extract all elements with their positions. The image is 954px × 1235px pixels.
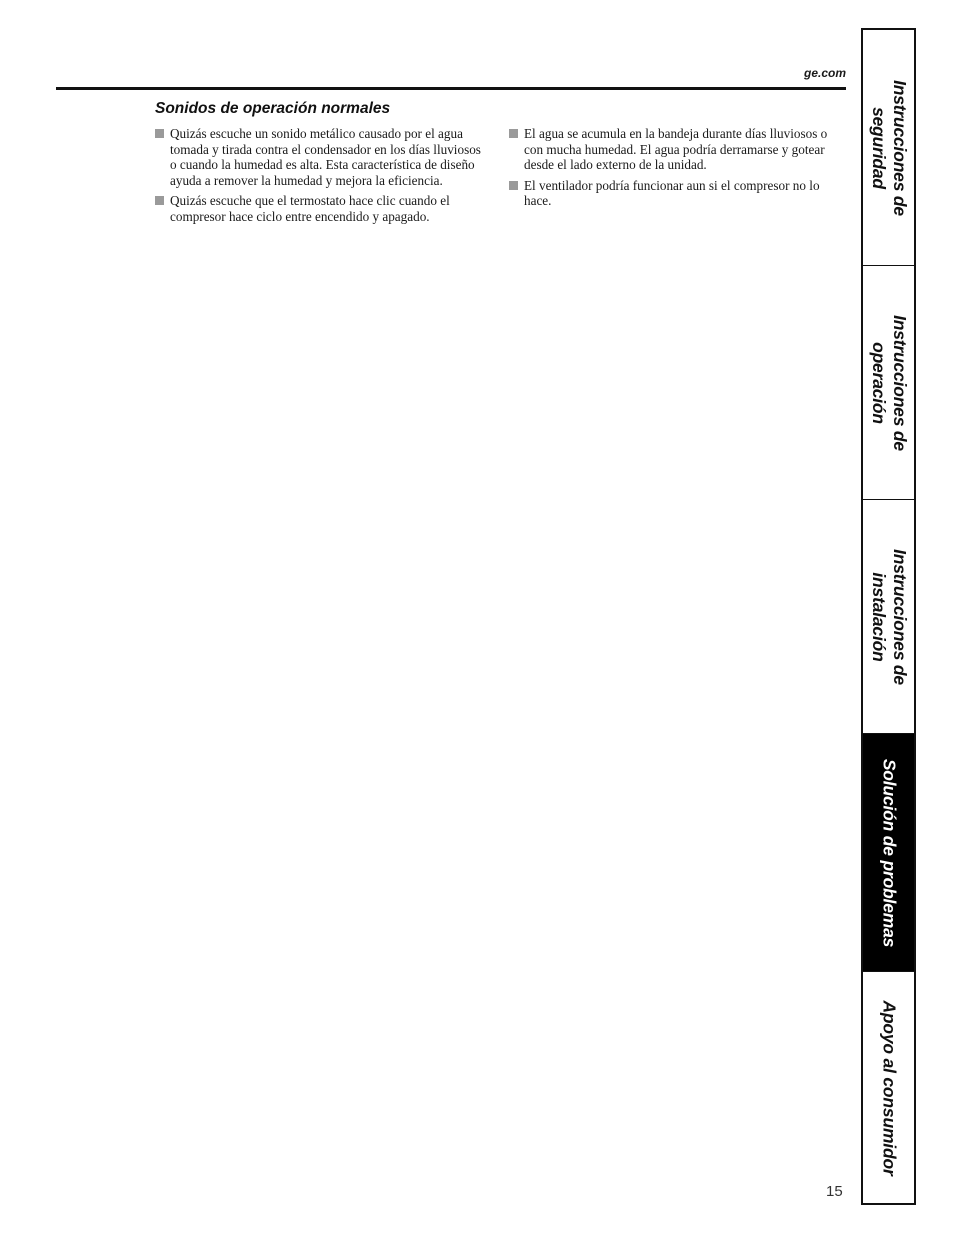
tab-instalacion[interactable] [863, 500, 914, 734]
site-url: ge.com [803, 66, 846, 80]
tab-label: Instrucciones de seguridad [868, 79, 910, 216]
left-column [155, 126, 485, 230]
square-bullet-icon [155, 129, 164, 138]
tab-solucion-de-problemas[interactable] [863, 734, 914, 972]
tab-label: Solución de problemas [879, 758, 899, 947]
tab-label: Instrucciones de instalación [868, 548, 910, 685]
list-item-text: Quizás escuche que el termostato hace clic cuando el compresor hace ciclo entre encendido y apagado. [170, 193, 450, 224]
tab-apoyo-al-consumidor[interactable] [863, 972, 914, 1203]
list-item-text: El ventilador podría funcionar aun si el compresor no lo hace. [524, 177, 820, 209]
page-number: 15 [826, 1183, 843, 1200]
tab-label: Instrucciones de operación [868, 314, 910, 451]
tab-label: Apoyo al consumidor [879, 999, 899, 1176]
list-item [509, 126, 849, 173]
square-bullet-icon [509, 129, 518, 138]
tab-operacion[interactable] [863, 266, 914, 500]
list-item [155, 126, 485, 188]
square-bullet-icon [155, 196, 164, 205]
list-item-text: El agua se acumula en la bandeja durante días lluviosos o con mucha humedad. El agua podría derramarse y gotear desde el lado externo de la unidad. [524, 126, 828, 173]
list-item-text: Quizás escuche un sonido metálico causado por el agua tomada y tirada contra el condensador en los días lluviosos o cuando la humedad es alta. Esta característica de diseño ayuda a remover la humedad y mejora la eficiencia. [170, 126, 481, 188]
right-column [509, 126, 849, 214]
header-rule [56, 87, 846, 90]
list-item [509, 178, 849, 209]
section-title: Sonidos de operación normales [155, 100, 391, 117]
section-tabs-sidebar [861, 28, 916, 1205]
tab-seguridad[interactable] [863, 30, 914, 266]
square-bullet-icon [509, 181, 518, 190]
list-item [155, 193, 485, 224]
